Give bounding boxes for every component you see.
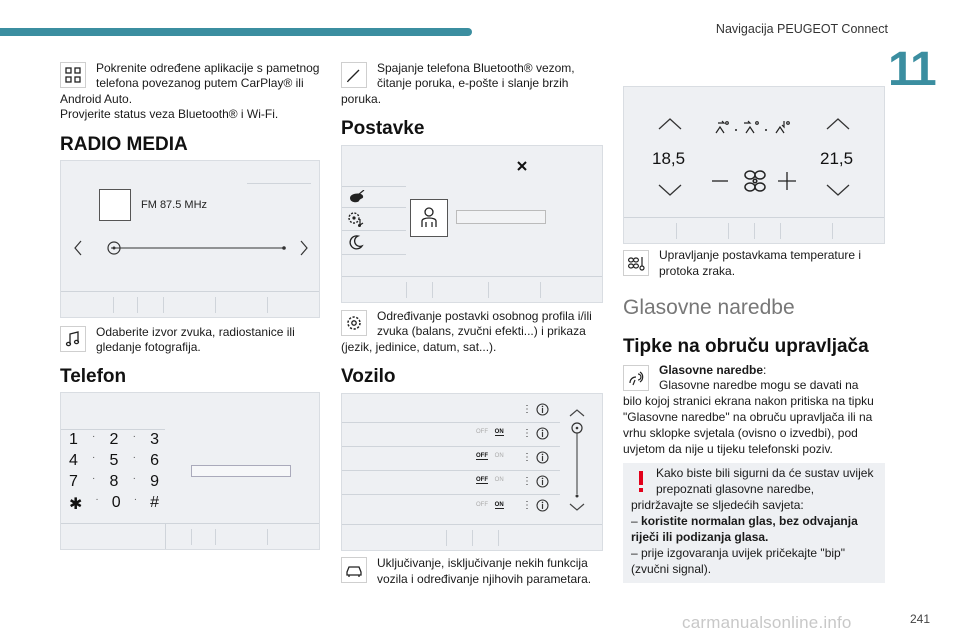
options-dots-icon[interactable]: ⋮ [522, 476, 532, 487]
radio-desc-line2: gledanje fotografija. [96, 340, 201, 354]
info-icon[interactable] [536, 499, 549, 512]
temp-right-down-button[interactable] [824, 183, 852, 197]
apps-intro-line2: telefona povezanog putem CarPlay® ili [96, 76, 304, 90]
divider [432, 282, 433, 298]
profile-name-field[interactable] [456, 210, 546, 224]
user-profile-icon [411, 200, 447, 236]
music-note-icon [60, 326, 86, 352]
apps-intro-line3: Android Auto. [60, 92, 133, 106]
apps-grid-icon [60, 62, 86, 88]
palette-icon[interactable] [348, 190, 366, 204]
temp-left-up-button[interactable] [656, 117, 684, 131]
profile-button[interactable] [410, 199, 448, 237]
voice-text-line5: uvjetom da nije u tijeku telefonski poziv. [623, 442, 833, 456]
key-9[interactable]: 9 [150, 473, 159, 490]
voice-text-line3: "Glasovne naredbe" na obruču upravljača ili na [623, 410, 873, 424]
toggle-switch[interactable]: OFF ON [476, 429, 504, 435]
vehicle-screen [341, 393, 603, 551]
key-hash[interactable]: # [150, 494, 159, 511]
airflow-direction-icons[interactable] [712, 119, 798, 137]
divider [342, 446, 560, 447]
divider [215, 529, 216, 545]
options-dots-icon[interactable]: ⋮ [522, 452, 532, 463]
note-line2: prepoznati glasovne naredbe, [656, 482, 815, 496]
divider [446, 530, 447, 546]
climate-screen [623, 86, 885, 244]
divider [113, 297, 114, 313]
divider [342, 524, 602, 525]
key-8[interactable]: 8 [109, 473, 119, 490]
divider [342, 422, 560, 423]
info-icon[interactable] [536, 403, 549, 416]
divider [832, 223, 833, 239]
divider [342, 186, 406, 187]
note-bullet1: – koristite normalan glas, bez odvajanja [631, 514, 858, 528]
note-bullet2-cont: (zvučni signal). [631, 562, 712, 576]
settings-screen [341, 145, 603, 303]
radio-desc-line1: Odaberite izvor zvuka, radiostanice ili [96, 325, 295, 339]
station-logo-placeholder [99, 189, 131, 221]
apps-intro-line4: Provjerite status veza Bluetooth® i Wi-Fi. [60, 107, 279, 121]
chapter-number: 11 [888, 43, 935, 96]
header-bar [0, 28, 472, 36]
vehicle-title: Vozilo [341, 366, 396, 387]
radio-seek-slider[interactable] [71, 237, 311, 259]
watermark: carmanualsonline.info [682, 613, 852, 632]
divider [754, 223, 755, 239]
divider [342, 494, 560, 495]
bt-text-line1: Spajanje telefona Bluetooth® vezom, [377, 61, 575, 75]
fan-thermometer-icon [623, 250, 649, 276]
voice-tips-note [623, 463, 885, 583]
info-icon[interactable] [536, 475, 549, 488]
dial-keypad: 1 · 2 · 3 4 · 5 · 6 7 · 8 · 9 ✱ · 0 · # [69, 431, 159, 513]
key-5[interactable]: 5 [109, 452, 119, 469]
header-title: Navigacija PEUGEOT Connect [715, 22, 888, 36]
vehicle-desc-line1: Uključivanje, isključivanje nekih funkcija [377, 556, 588, 570]
temp-right-up-button[interactable] [824, 117, 852, 131]
vehicle-desc-line2: vozila i određivanje njihovih parametara. [377, 572, 592, 586]
settings-desc-line1: Određivanje postavki osobnog profila i/ili [377, 309, 592, 323]
close-icon[interactable] [516, 160, 528, 172]
divider [472, 530, 473, 546]
divider [165, 523, 166, 549]
divider [728, 223, 729, 239]
warning-exclamation-icon [635, 469, 647, 493]
key-4[interactable]: 4 [69, 452, 78, 469]
bt-text-line2: čitanje poruka, e-pošte i slanje brzih [377, 76, 569, 90]
audio-settings-icon[interactable] [346, 210, 368, 228]
fan-speed-control[interactable] [710, 167, 800, 195]
divider [191, 529, 192, 545]
divider [163, 297, 164, 313]
note-line1: Kako biste bili sigurni da će sustav uvijek [656, 466, 874, 480]
climate-desc-line1: Upravljanje postavkama temperature i [659, 248, 862, 262]
note-bullet2: – prije izgovaranja uvijek pričekajte "bip" [631, 546, 845, 560]
divider [342, 207, 406, 208]
key-star[interactable]: ✱ [69, 496, 83, 513]
temp-right-value: 21,5 [820, 149, 854, 168]
voice-bold-label: Glasovne naredbe: [659, 363, 767, 377]
voice-command-icon [623, 365, 649, 391]
divider [267, 297, 268, 313]
divider [137, 297, 138, 313]
settings-desc-line3: (jezik, jedinice, datum, sat...). [341, 340, 497, 354]
divider [61, 523, 319, 524]
info-icon[interactable] [536, 451, 549, 464]
radio-media-title: RADIO MEDIA [60, 134, 188, 155]
apps-intro-line1: Pokrenite određene aplikacije s pametnog [96, 61, 320, 75]
settings-gear-icon [341, 310, 367, 336]
settings-title: Postavke [341, 118, 425, 139]
options-dots-icon[interactable]: ⋮ [522, 428, 532, 439]
phone-screen [60, 392, 320, 550]
key-1[interactable]: 1 [69, 431, 78, 448]
key-0[interactable]: 0 [111, 494, 121, 511]
toggle-switch[interactable]: OFF ON [476, 477, 504, 483]
divider [780, 223, 781, 239]
key-2[interactable]: 2 [109, 431, 119, 448]
toggle-switch[interactable]: OFF ON [476, 453, 504, 459]
info-icon[interactable] [536, 427, 549, 440]
note-line3: pridržavajte se sljedećih savjeta: [631, 498, 804, 512]
options-dots-icon[interactable]: ⋮ [522, 404, 532, 415]
divider [342, 230, 406, 231]
pen-icon [341, 62, 367, 88]
options-dots-icon[interactable]: ⋮ [522, 500, 532, 511]
radio-screen [60, 160, 320, 318]
divider [342, 254, 406, 255]
temp-left-down-button[interactable] [656, 183, 684, 197]
divider [676, 223, 677, 239]
divider [488, 282, 489, 298]
divider [540, 282, 541, 298]
temp-left-value: 18,5 [652, 149, 686, 168]
steering-wheel-buttons-title: Tipke na obruču upravljača [623, 336, 869, 357]
voice-text-line2: bilo kojoj stranici ekrana nakon pritiska na tipku [623, 394, 874, 408]
voice-text-line1: Glasovne naredbe mogu se davati na [659, 378, 859, 392]
key-7[interactable]: 7 [69, 473, 78, 490]
divider [624, 217, 884, 218]
divider [406, 282, 407, 298]
settings-desc-line2: zvuka (balans, zvučni efekti...) i prikaza [377, 324, 586, 338]
car-icon [341, 557, 367, 583]
voice-text-line4: vrhu sklopke svjetala (ovisno o izvedbi), pod [623, 426, 858, 440]
radio-frequency: FM 87.5 MHz [141, 199, 208, 211]
divider [267, 529, 268, 545]
divider [61, 291, 319, 292]
phone-title: Telefon [60, 366, 127, 387]
bt-text-line3: poruka. [341, 92, 382, 106]
divider [61, 429, 165, 430]
divider [498, 530, 499, 546]
moon-icon[interactable] [348, 234, 364, 250]
climate-desc-line2: protoka zraka. [659, 264, 736, 278]
note-bullet1-cont: riječi ili podizanja glasa. [631, 530, 769, 544]
page-number: 241 [909, 612, 930, 626]
divider [215, 297, 216, 313]
key-6[interactable]: 6 [150, 452, 159, 469]
dial-number-field[interactable] [191, 465, 291, 477]
vehicle-scrollbar[interactable] [568, 408, 586, 512]
divider [342, 470, 560, 471]
key-3[interactable]: 3 [150, 431, 159, 448]
divider [247, 183, 311, 184]
divider [342, 276, 602, 277]
toggle-switch[interactable]: OFF ON [476, 502, 504, 508]
voice-commands-heading: Glasovne naredbe [623, 296, 795, 319]
